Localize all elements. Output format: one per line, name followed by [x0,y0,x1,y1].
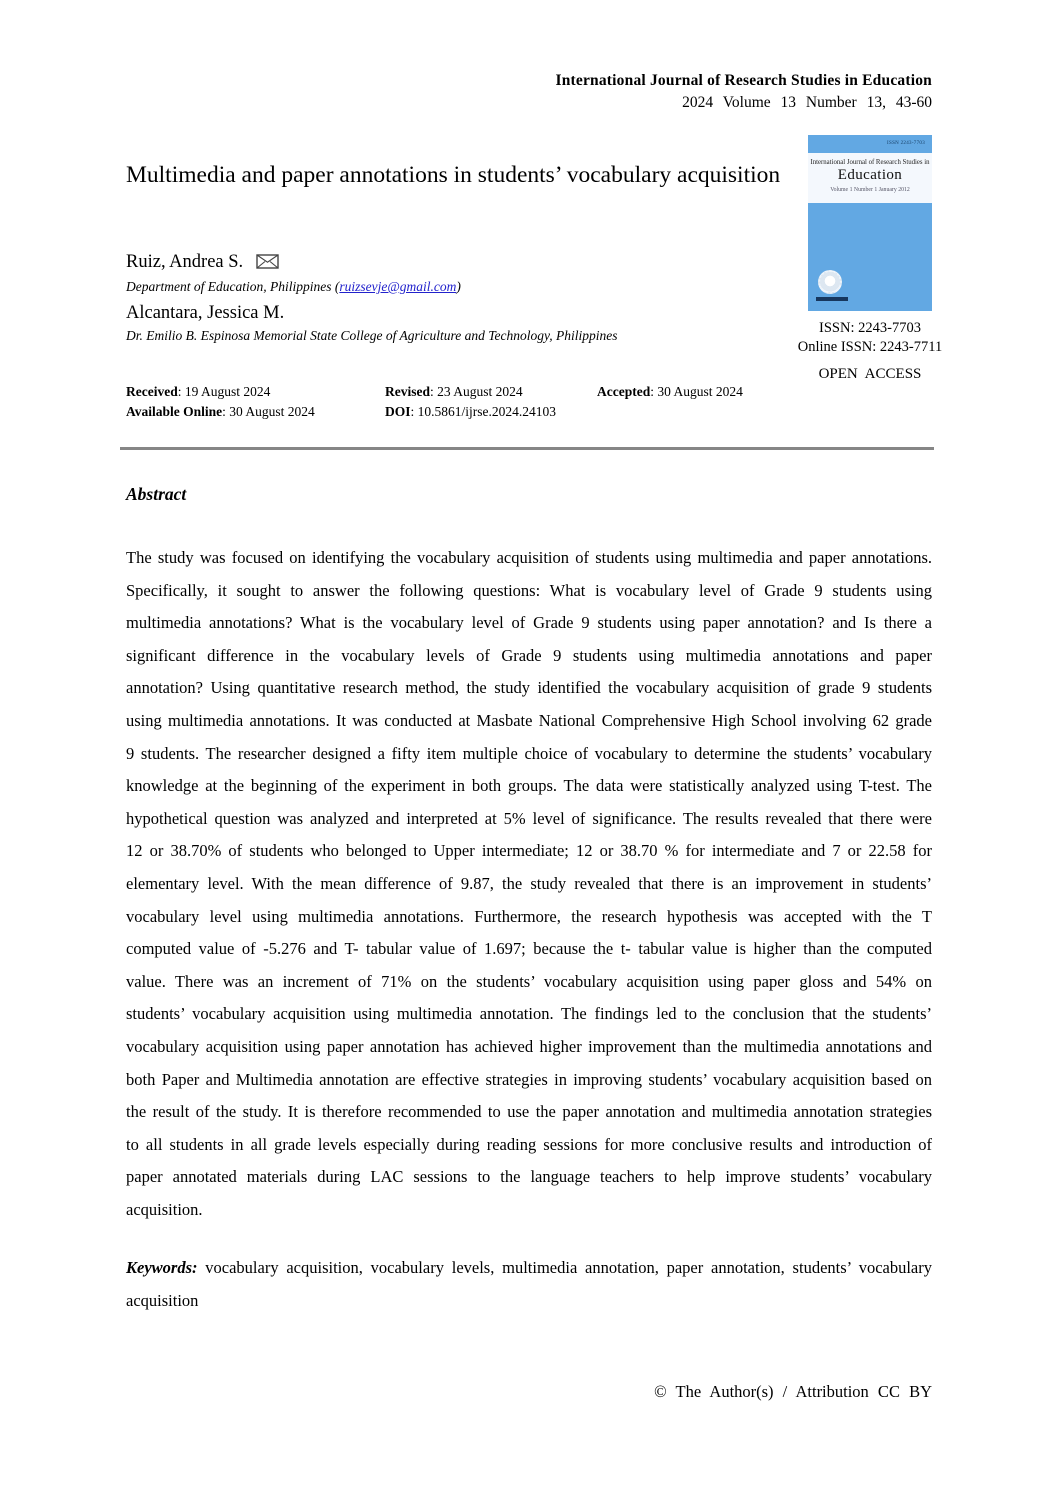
online-issn: Online ISSN: 2243-7711 [797,339,943,355]
cover-body [808,203,932,311]
revised-value: : 23 August 2024 [430,384,523,399]
available-online-date [126,402,385,422]
revised-label: Revised [385,384,430,399]
keywords-label: Keywords: [126,1258,198,1277]
keywords-text: vocabulary acquisition, vocabulary levels, multimedia annotation, paper annotation, students’ vocabulary acquisition [126,1258,932,1310]
journal-cover-thumbnail [808,135,932,311]
received-date [126,382,385,402]
available-online-value: : 30 August 2024 [222,404,315,419]
cover-series-line: International Journal of Research Studies in [810,159,930,166]
accepted-date [597,382,932,402]
envelope-icon [256,252,279,276]
publisher-emblem-icon [818,270,842,294]
cover-title-band [808,153,932,203]
doi [385,402,597,422]
journal-name: International Journal of Research Studies in Education [555,72,932,89]
cover-mini-issn: ISSN 2243-7703 [887,141,925,146]
received-label: Received [126,384,178,399]
open-access-label: OPEN ACCESS [818,366,922,382]
author-1-name [126,250,786,276]
dates-row-1 [126,382,932,402]
author-1-affiliation [126,276,786,298]
doi-value: : 10.5861/ijrse.2024.24103 [410,404,557,419]
journal-issue-line: 2024 Volume 13 Number 13, 43-60 [682,94,932,111]
dates-block [126,382,932,422]
journal-header [126,72,932,112]
cover-title: Education [837,167,903,183]
abstract-body: The study was focused on identifying the vocabulary acquisition of students using multimedia and paper annotations. Specifically, it sought to answer the following questions: What is vocabulary level of Grade 9 students using multimedia annotations? What is the vocabulary level of Grade 9 students using paper annotation? and Is there a significant difference in the vocabulary levels of Grade 9 students using multimedia annotations and paper annotation? Using quantitative research method, the study identified the vocabulary acquisition of grade 9 students using multimedia annotations. It was conducted at Masbate National Comprehensive High School involving 62 grade 9 students. The researcher designed a fifty item multiple choice of vocabulary to determine the students’ vocabulary knowledge at the beginning of the experiment in both groups. The data were statistically analyzed using T-test. The hypothetical question was analyzed and interpreted at 5% level of significance. The results revealed that there were 12 or 38.70% of students who belonged to Upper intermediate; 12 or 38.70 % for intermediate and 7 or 22.58 for elementary level. With the mean difference of 9.87, the study revealed that there is an improvement in students’ vocabulary level using multimedia annotations. Furthermore, the research hypothesis was accepted with the T computed value of -5.276 and T- tabular value of 1.697; because the t- tabular value is higher than the computed value. There was an increment of 71% on the students’ vocabulary acquisition using paper gloss and 54% on students’ vocabulary acquisition using multimedia annotation. The findings led to the conclusion that the students’ vocabulary acquisition using paper annotation has achieved higher improvement than the multimedia annotations and both Paper and Multimedia annotation are effective strategies in improving students’ vocabulary acquisition based on the result of the study. It is therefore recommended to use the paper annotation and multimedia annotation strategies to all students in all grade levels especially during reading sessions for more conclusive results and introduction of paper annotated materials during LAC sessions to the language teachers to help improve students’ vocabulary acquisition. [126,548,932,1219]
article-title: Multimedia and paper annotations in students’ vocabulary acquisition [126,162,781,188]
header-divider-rule [120,447,934,450]
received-value: : 19 August 2024 [177,384,271,399]
author-email-link[interactable]: ruizsevje@gmail.com [339,279,457,294]
revised-date [385,382,597,402]
issn-block [746,319,994,357]
available-online-label: Available Online [126,404,223,419]
copyright-footer: © The Author(s) / Attribution CC BY [654,1382,932,1401]
affiliation-1-prefix: Department of Education, Philippines ( [126,279,340,294]
cover-top-band [808,135,932,153]
keywords-block [126,1252,932,1317]
author-2-name: Alcantara, Jessica M. [126,303,285,323]
publisher-emblem-caption [816,297,848,301]
authors-block [126,250,786,347]
cover-volume-line: Volume 1 Number 1 January 2012 [830,187,910,193]
abstract-heading: Abstract [126,484,187,504]
accepted-label: Accepted [597,384,651,399]
dates-row-2 [126,402,932,422]
print-issn: ISSN: 2243-7703 [819,320,921,336]
author-2-affiliation: Dr. Emilio B. Espinosa Memorial State College of Agriculture and Technology, Philippines [126,328,618,343]
author-1-name-text: Ruiz, Andrea S. [126,252,244,272]
affiliation-1-suffix: ) [456,279,461,294]
accepted-value: : 30 August 2024 [650,384,743,399]
doi-label: DOI [385,404,411,419]
